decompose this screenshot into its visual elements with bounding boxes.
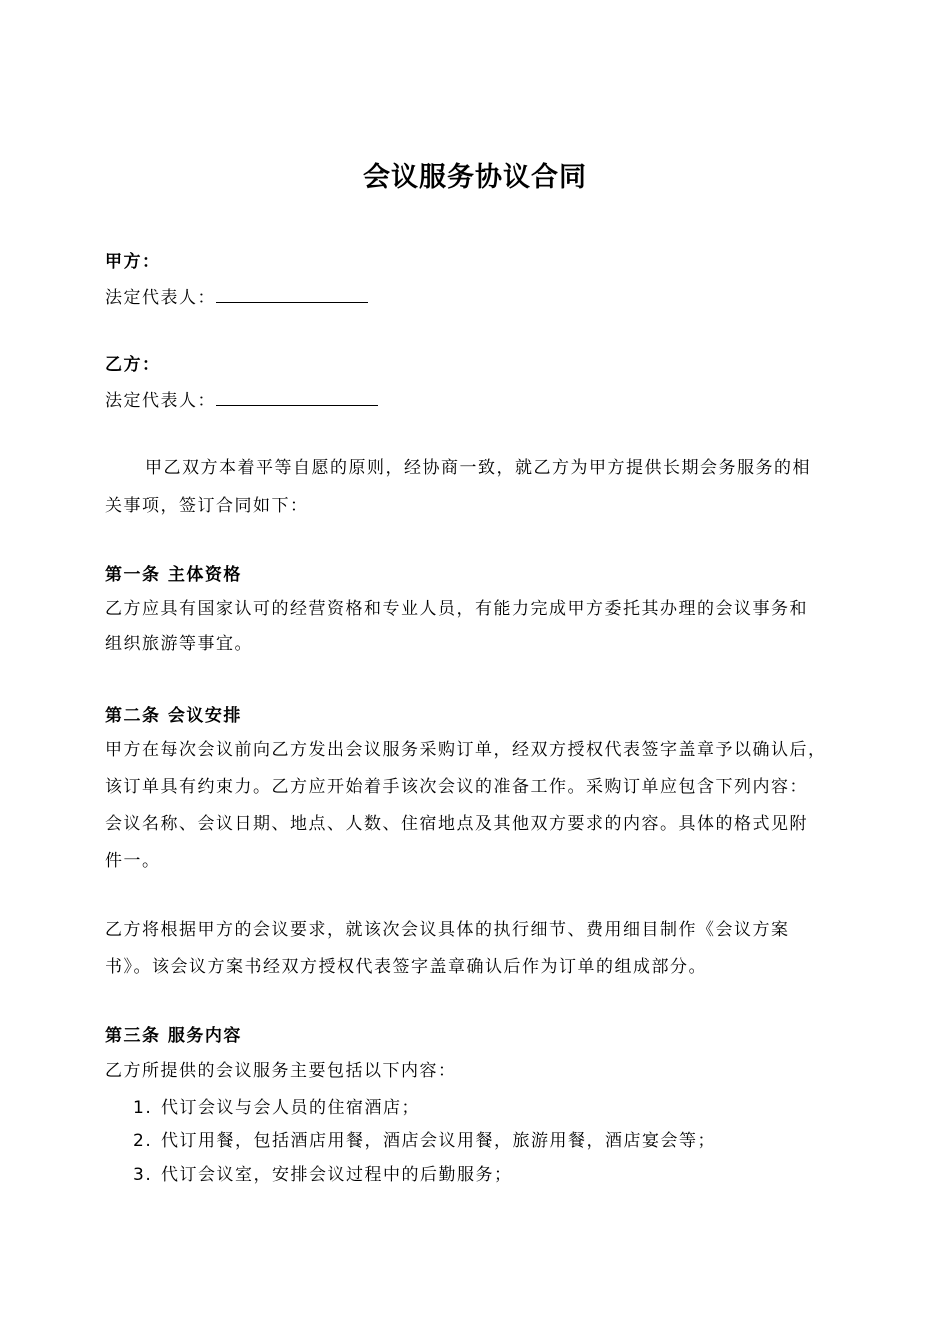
article-2-line: 件一。 [105, 851, 161, 871]
article-2-line: 甲方在每次会议前向乙方发出会议服务采购订单，经双方授权代表签字盖章予以确认后， [105, 740, 827, 760]
party-a-label: 甲方： [105, 252, 161, 272]
article-2-line: 该订单具有约束力。乙方应开始着手该次会议的准备工作。采购订单应包含下列内容： [105, 777, 808, 797]
list-item [133, 1163, 513, 1187]
party-b-label: 乙方： [105, 355, 161, 375]
article-2-paragraph2-line: 书》。该会议方案书经双方授权代表签字盖章确认后作为订单的组成部分。 [105, 957, 707, 977]
list-item [133, 1129, 716, 1153]
article-1-heading: 第一条 主体资格 [105, 565, 242, 585]
list-item-number: 2. [133, 1131, 153, 1151]
article-1-line: 乙方应具有国家认可的经营资格和专业人员，有能力完成甲方委托其办理的会议事务和 [105, 599, 808, 619]
article-3-heading: 第三条 服务内容 [105, 1026, 242, 1046]
list-item [133, 1096, 420, 1120]
party-b-signature-line [216, 387, 378, 406]
party-b-rep-label: 法定代表人： [105, 391, 216, 411]
preamble-line: 甲乙双方本着平等自愿的原则，经协商一致，就乙方为甲方提供长期会务服务的相 [145, 458, 811, 478]
party-a-representative [105, 284, 368, 310]
list-item-number: 1. [133, 1098, 153, 1118]
party-a-signature-line [216, 284, 368, 303]
article-2-line: 会议名称、会议日期、地点、人数、住宿地点及其他双方要求的内容。具体的格式见附 [105, 814, 808, 834]
preamble-line: 关事项，签订合同如下： [105, 496, 309, 516]
list-item-text: 代订会议室，安排会议过程中的后勤服务； [161, 1165, 513, 1185]
party-b-representative [105, 387, 378, 413]
party-a-rep-label: 法定代表人： [105, 288, 216, 308]
document-title: 会议服务协议合同 [363, 162, 587, 193]
list-item-text: 代订用餐，包括酒店用餐，酒店会议用餐，旅游用餐，酒店宴会等； [161, 1131, 716, 1151]
list-item-text: 代订会议与会人员的住宿酒店； [161, 1098, 420, 1118]
article-3-intro: 乙方所提供的会议服务主要包括以下内容： [105, 1061, 457, 1081]
article-2-paragraph2-line: 乙方将根据甲方的会议要求，就该次会议具体的执行细节、费用细目制作《会议方案 [105, 920, 790, 940]
article-2-heading: 第二条 会议安排 [105, 706, 242, 726]
article-1-line: 组织旅游等事宜。 [105, 634, 253, 654]
list-item-number: 3. [133, 1165, 153, 1185]
